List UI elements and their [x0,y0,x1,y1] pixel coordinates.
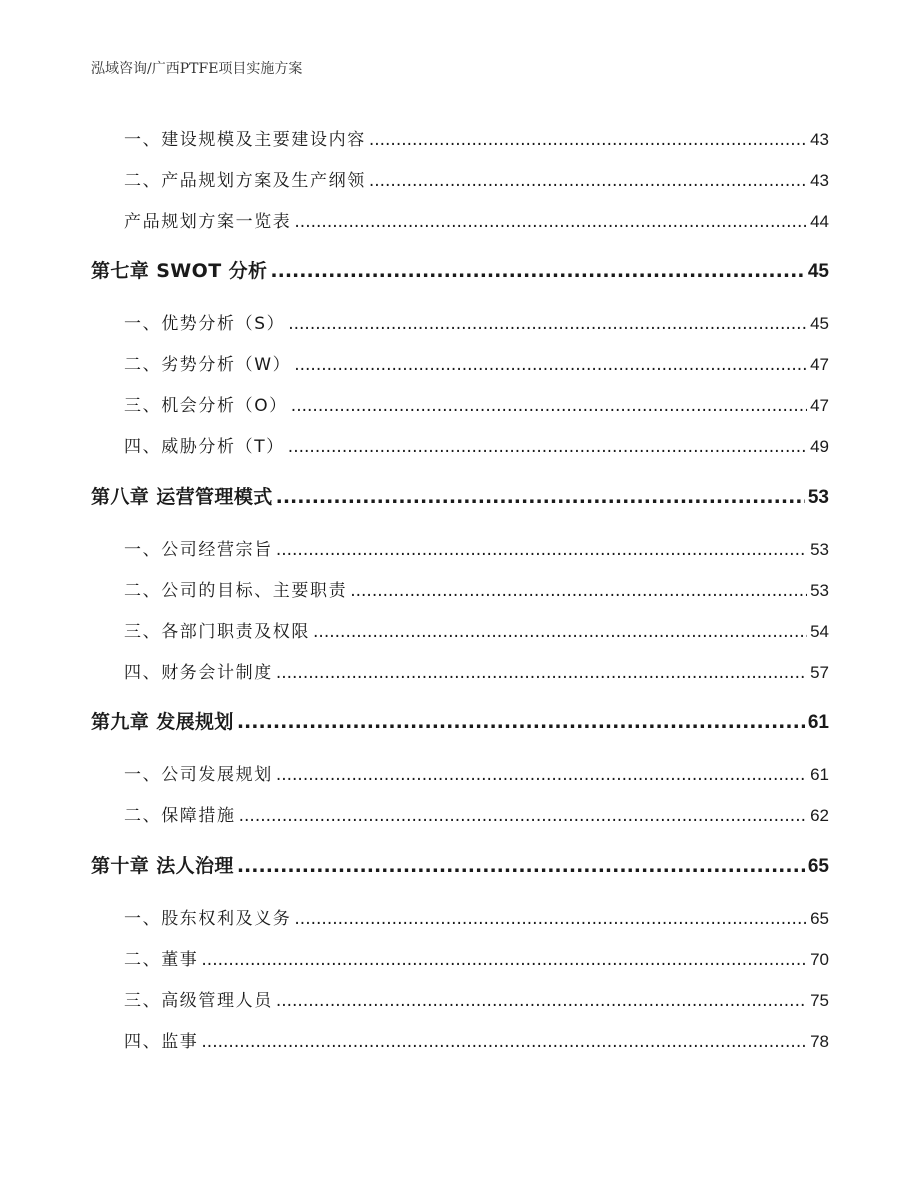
toc-chapter-entry[interactable] [91,256,829,283]
toc-leader-dots [294,909,807,929]
toc-entry-number: 四、 [124,437,162,457]
toc-entry-page: 44 [810,212,829,231]
toc-entry-page: 47 [810,396,829,415]
toc-leader-dots [201,1032,807,1052]
toc-leader-dots [276,663,807,683]
toc-entry-page: 53 [807,487,829,508]
toc-entry-number: 二、 [124,355,162,375]
toc-entry-number: 一、 [124,314,162,334]
toc-leader-dots [313,622,807,642]
toc-leader-dots [369,171,807,191]
toc-entry[interactable] [124,535,829,560]
toc-entry[interactable] [124,760,829,785]
toc-entry-title: 优势分析（S） [161,314,286,334]
toc-entry-page: 62 [810,806,829,825]
toc-entry[interactable] [124,658,829,683]
toc-chapter-entry[interactable] [91,482,829,509]
toc-leader-dots [288,437,807,457]
toc-entry[interactable] [124,309,829,334]
toc-entry-title: 股东权利及义务 [161,909,292,929]
toc-leader-dots [369,130,807,150]
toc-entry-page: 54 [810,622,829,641]
toc-entry-number: 二、 [124,950,162,970]
toc-leader-dots [294,212,807,232]
toc-entry-page: 61 [810,765,829,784]
toc-entry-title: 威胁分析（T） [161,437,285,457]
toc-entry-page: 45 [810,314,829,333]
toc-entry[interactable] [124,945,829,970]
toc-entry-number: 三、 [124,991,162,1011]
toc-entry-title: 监事 [161,1032,199,1052]
toc-entry-number: 四、 [124,1032,162,1052]
toc-entry[interactable] [124,432,829,457]
toc-entry[interactable] [124,391,829,416]
toc-chapter-title: 第十章 法人治理 [91,855,234,877]
toc-entry-title: 产品规划方案及生产纲领 [161,171,366,191]
toc-entry-number: 二、 [124,806,162,826]
toc-entry-title: 公司发展规划 [161,765,273,785]
toc-leader-dots [276,765,807,785]
toc-entry-page: 45 [807,261,829,282]
toc-entry-title: 公司的目标、主要职责 [161,581,348,601]
toc-leader-dots [276,991,807,1011]
toc-leader-dots [291,396,807,416]
toc-entry[interactable] [124,986,829,1011]
toc-entry-page: 61 [807,712,829,733]
toc-leader-dots [237,711,805,733]
toc-leader-dots [350,581,807,601]
toc-leader-dots [276,486,805,508]
toc-entry-page: 43 [810,130,829,149]
toc-entry[interactable] [124,801,829,826]
toc-entry-title: 产品规划方案一览表 [124,212,292,232]
toc-leader-dots [288,314,807,334]
toc-entry-page: 57 [810,663,829,682]
toc-leader-dots [237,855,805,877]
toc-entry-page: 49 [810,437,829,456]
toc-chapter-title: 第九章 发展规划 [91,711,234,733]
toc-entry[interactable] [124,166,829,191]
toc-leader-dots [201,950,807,970]
toc-entry-number: 二、 [124,581,162,601]
toc-entry-number: 三、 [124,396,162,416]
toc-entry[interactable] [124,350,829,375]
toc-leader-dots [276,540,807,560]
toc-entry-number: 三、 [124,622,162,642]
toc-chapter-entry[interactable] [91,707,829,734]
toc-entry-number: 一、 [124,130,162,150]
toc-entry-number: 一、 [124,540,162,560]
toc-entry-number: 二、 [124,171,162,191]
toc-entry-title: 保障措施 [161,806,236,826]
toc-entry-title: 劣势分析（W） [161,355,292,375]
toc-entry-page: 78 [810,1032,829,1051]
toc-entry-title: 财务会计制度 [161,663,273,683]
toc-entry[interactable] [124,125,829,150]
toc-entry-title: 各部门职责及权限 [161,622,311,642]
toc-entry-page: 43 [810,171,829,190]
toc-entry[interactable] [124,617,829,642]
toc-chapter-entry[interactable] [91,851,829,878]
toc-entry-title: 建设规模及主要建设内容 [161,130,366,150]
toc-entry[interactable] [124,207,829,232]
toc-leader-dots [270,260,804,282]
toc-entry-page: 65 [810,909,829,928]
toc-entry-title: 公司经营宗旨 [161,540,273,560]
running-header: 泓域咨询/广西PTFE项目实施方案 [91,61,303,77]
toc-entry-page: 75 [810,991,829,1010]
toc-leader-dots [239,806,807,826]
toc-entry-page: 53 [810,581,829,600]
toc-entry[interactable] [124,576,829,601]
toc-entry-title: 董事 [161,950,199,970]
toc-chapter-title: 第七章 SWOT 分析 [91,260,268,282]
toc-chapter-title: 第八章 运营管理模式 [91,486,273,508]
toc-entry[interactable] [124,904,829,929]
toc-entry-page: 47 [810,355,829,374]
toc-entry-title: 机会分析（O） [161,396,288,416]
toc-entry-number: 四、 [124,663,162,683]
toc-entry-title: 高级管理人员 [161,991,273,1011]
toc-entry-page: 70 [810,950,829,969]
toc-entry-number: 一、 [124,909,162,929]
toc-entry[interactable] [124,1027,829,1052]
toc-entry-page: 53 [810,540,829,559]
toc-entry-page: 65 [807,856,829,877]
toc-leader-dots [294,355,807,375]
toc-entry-number: 一、 [124,765,162,785]
